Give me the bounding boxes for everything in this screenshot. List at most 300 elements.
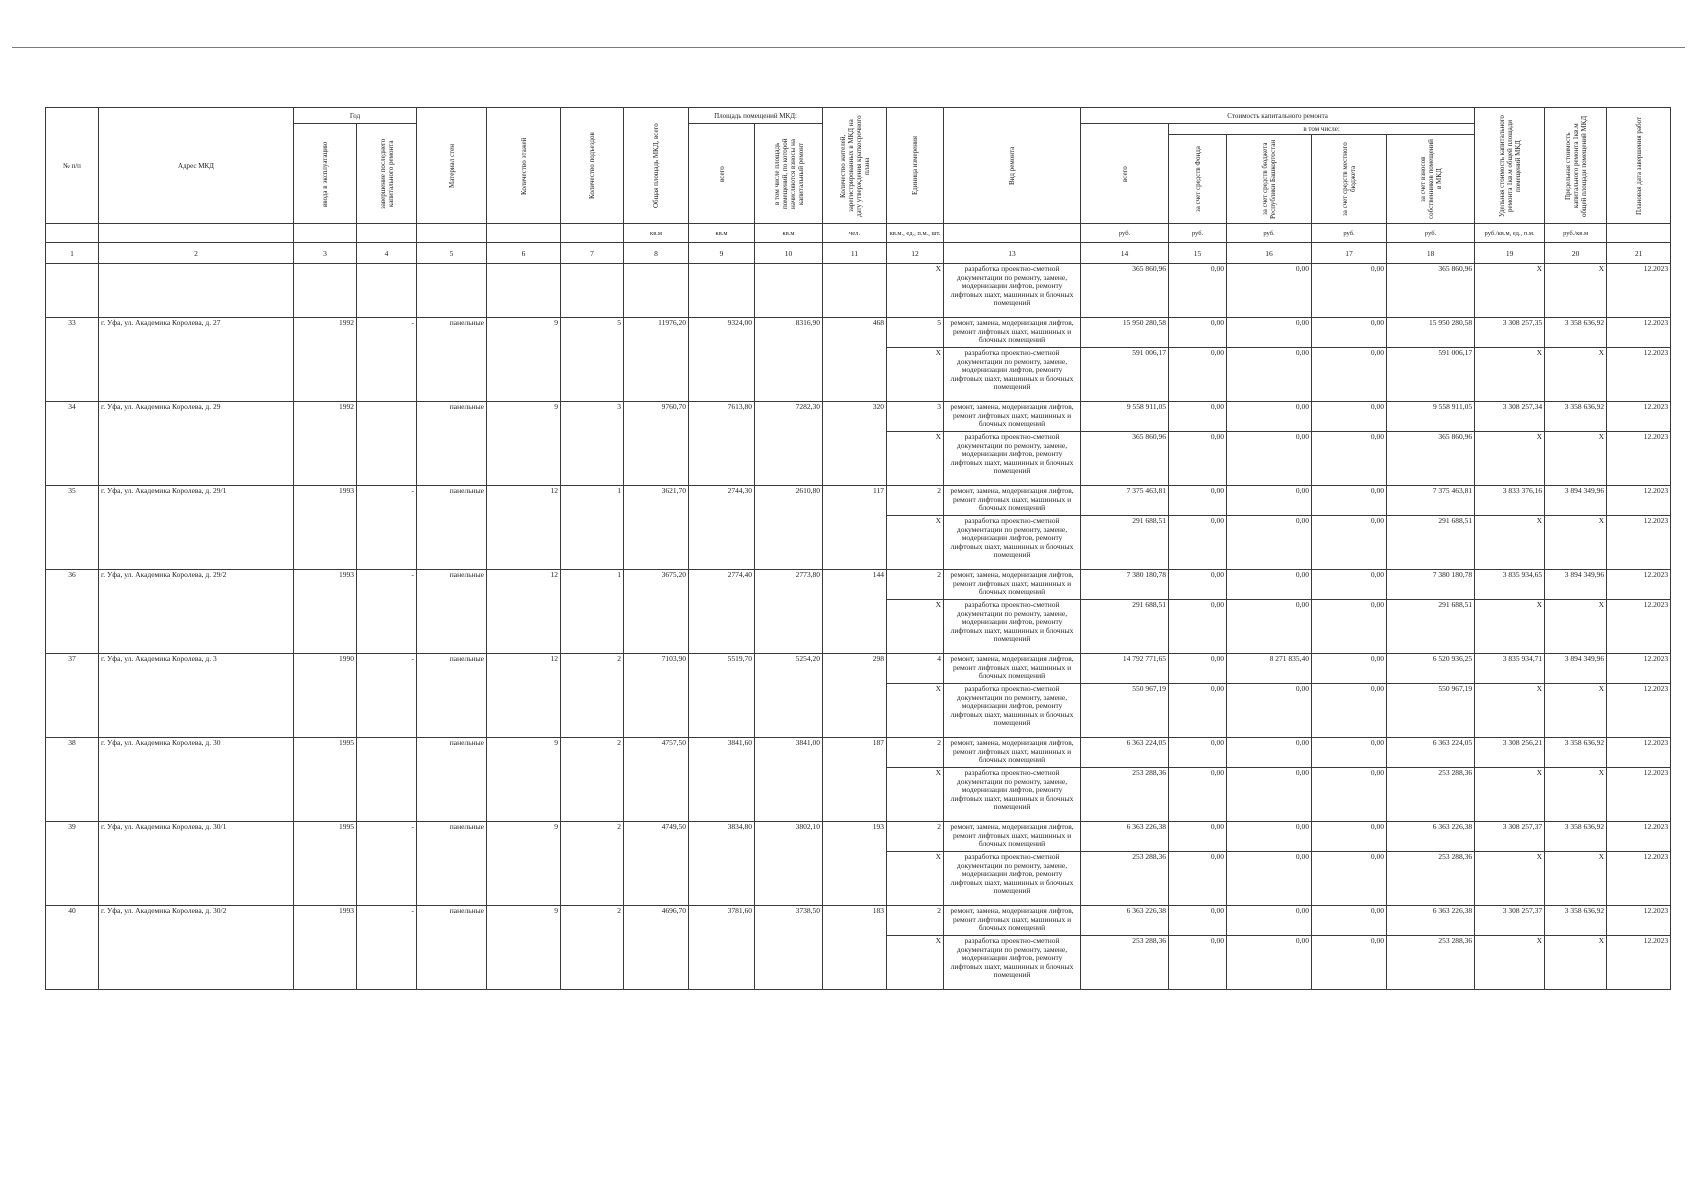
cost-local-cell: 0,00 xyxy=(1312,570,1387,600)
unit-label-cell xyxy=(561,224,624,243)
cost-owners-cell: 253 288,36 xyxy=(1387,768,1475,822)
cost-total-cell: 6 363 224,05 xyxy=(1081,738,1169,768)
unit-label-cell: кв.м xyxy=(689,224,755,243)
cost-fund-cell: 0,00 xyxy=(1169,486,1227,516)
cost-fund-cell: 0,00 xyxy=(1169,822,1227,852)
kind-cell: разработка проектно-сметной документации по ремонту, замене, модернизации лифтов, ремонту лифтовых шахт, машинных и блочных помещений xyxy=(944,348,1081,402)
finish-date-cell: 12.2023 xyxy=(1607,768,1671,822)
finish-date-cell: 12.2023 xyxy=(1607,852,1671,906)
unit-cost-cell: X xyxy=(1475,264,1545,318)
table-row xyxy=(46,654,1671,684)
cost-total-cell: 253 288,36 xyxy=(1081,852,1169,906)
header-last-repair xyxy=(357,124,417,224)
address-cell: г. Уфа, ул. Академика Королева, д. 29/1 xyxy=(99,486,294,570)
cost-owners-cell: 9 558 911,05 xyxy=(1387,402,1475,432)
cost-fund-cell: 0,00 xyxy=(1169,432,1227,486)
cost-fund-cell: 0,00 xyxy=(1169,936,1227,990)
limit-cost-cell: X xyxy=(1545,600,1607,654)
area-total-cell: 9760,70 xyxy=(624,402,689,486)
cost-total-cell: 9 558 911,05 xyxy=(1081,402,1169,432)
kind-cell: разработка проектно-сметной документации по ремонту, замене, модернизации лифтов, ремонту лифтовых шахт, машинных и блочных помещений xyxy=(944,264,1081,318)
unit-label-cell xyxy=(46,224,99,243)
built-cell: 1995 xyxy=(294,738,357,822)
entrances-cell: 2 xyxy=(561,738,624,822)
rooms-area-fee-cell: 8316,90 xyxy=(755,318,823,402)
area-total-cell: 3621,70 xyxy=(624,486,689,570)
cost-fund-cell: 0,00 xyxy=(1169,264,1227,318)
cost-republic-cell: 0,00 xyxy=(1227,936,1312,990)
number-cell xyxy=(46,264,99,318)
finish-date-cell: 12.2023 xyxy=(1607,906,1671,936)
cost-local-cell: 0,00 xyxy=(1312,684,1387,738)
cost-republic-cell: 0,00 xyxy=(1227,432,1312,486)
floors-cell: 12 xyxy=(487,570,561,654)
built-cell: 1995 xyxy=(294,822,357,906)
header-number: № п/п xyxy=(46,108,99,224)
last-repair-cell xyxy=(357,402,417,486)
floors-cell: 9 xyxy=(487,402,561,486)
limit-cost-cell: X xyxy=(1545,348,1607,402)
cost-local-cell: 0,00 xyxy=(1312,516,1387,570)
floors-cell: 9 xyxy=(487,318,561,402)
table-body xyxy=(46,264,1671,990)
header-rooms-area-all-label: всего xyxy=(717,165,726,182)
cost-owners-cell: 365 860,96 xyxy=(1387,432,1475,486)
column-number-cell: 20 xyxy=(1545,243,1607,264)
rooms-area-cell: 5519,70 xyxy=(689,654,755,738)
address-cell: г. Уфа, ул. Академика Королева, д. 3 xyxy=(99,654,294,738)
limit-cost-cell: X xyxy=(1545,684,1607,738)
rooms-area-fee-cell: 3841,00 xyxy=(755,738,823,822)
unit-cost-cell: X xyxy=(1475,768,1545,822)
kind-cell: ремонт, замена, модернизация лифтов, ремонт лифтовых шахт, машинных и блочных помещений xyxy=(944,822,1081,852)
cost-total-cell: 15 950 280,58 xyxy=(1081,318,1169,348)
unit-label-cell xyxy=(417,224,487,243)
last-repair-cell: - xyxy=(357,906,417,990)
last-repair-cell: - xyxy=(357,318,417,402)
unit-cell: 4 xyxy=(887,654,944,684)
kind-cell: ремонт, замена, модернизация лифтов, ремонт лифтовых шахт, машинных и блочных помещений xyxy=(944,486,1081,516)
cost-republic-cell: 0,00 xyxy=(1227,684,1312,738)
rooms-area-cell: 2774,40 xyxy=(689,570,755,654)
entrances-cell: 2 xyxy=(561,654,624,738)
kind-cell: ремонт, замена, модернизация лифтов, ремонт лифтовых шахт, машинных и блочных помещений xyxy=(944,738,1081,768)
cost-owners-cell: 253 288,36 xyxy=(1387,936,1475,990)
column-number-cell: 9 xyxy=(689,243,755,264)
limit-cost-cell: 3 894 349,96 xyxy=(1545,654,1607,684)
built-cell: 1992 xyxy=(294,318,357,402)
header-area-total-label: Общая площадь МКД, всего xyxy=(652,123,661,208)
repair-plan-table xyxy=(45,107,1671,990)
area-total-cell: 11976,20 xyxy=(624,318,689,402)
last-repair-cell: - xyxy=(357,654,417,738)
rooms-area-fee-cell: 2610,80 xyxy=(755,486,823,570)
header-area-total xyxy=(624,108,689,224)
limit-cost-cell: X xyxy=(1545,432,1607,486)
address-cell: г. Уфа, ул. Академика Королева, д. 29 xyxy=(99,402,294,486)
kind-cell: разработка проектно-сметной документации по ремонту, замене, модернизации лифтов, ремонту лифтовых шахт, машинных и блочных помещений xyxy=(944,936,1081,990)
residents-cell xyxy=(823,264,887,318)
finish-date-cell: 12.2023 xyxy=(1607,486,1671,516)
header-floors-label: Количество этажей xyxy=(519,136,528,195)
cost-fund-cell: 0,00 xyxy=(1169,768,1227,822)
unit-cell: X xyxy=(887,432,944,486)
unit-cost-cell: 3 308 256,21 xyxy=(1475,738,1545,768)
unit-cell: X xyxy=(887,936,944,990)
unit-label-cell: руб. xyxy=(1169,224,1227,243)
last-repair-cell xyxy=(357,264,417,318)
cost-owners-cell: 6 363 226,38 xyxy=(1387,906,1475,936)
limit-cost-cell: 3 358 636,92 xyxy=(1545,402,1607,432)
address-cell: г. Уфа, ул. Академика Королева, д. 30/2 xyxy=(99,906,294,990)
cost-local-cell: 0,00 xyxy=(1312,852,1387,906)
rooms-area-fee-cell: 2773,80 xyxy=(755,570,823,654)
finish-date-cell: 12.2023 xyxy=(1607,936,1671,990)
table-row xyxy=(46,822,1671,852)
header-unit xyxy=(887,108,944,224)
rooms-area-cell: 9324,00 xyxy=(689,318,755,402)
unit-cell: 2 xyxy=(887,570,944,600)
unit-label-cell xyxy=(99,224,294,243)
column-number-cell: 1 xyxy=(46,243,99,264)
unit-cell: X xyxy=(887,852,944,906)
limit-cost-cell: X xyxy=(1545,936,1607,990)
units-row xyxy=(46,224,1671,243)
area-total-cell: 4757,50 xyxy=(624,738,689,822)
cost-owners-cell: 7 375 463,81 xyxy=(1387,486,1475,516)
unit-label-cell: кв.м xyxy=(755,224,823,243)
cost-total-cell: 365 860,96 xyxy=(1081,432,1169,486)
unit-label-cell: чел. xyxy=(823,224,887,243)
kind-cell: ремонт, замена, модернизация лифтов, ремонт лифтовых шахт, машинных и блочных помещений xyxy=(944,654,1081,684)
walls-cell: панельные xyxy=(417,570,487,654)
residents-cell: 298 xyxy=(823,654,887,738)
column-number-cell: 21 xyxy=(1607,243,1671,264)
header-unit-cost xyxy=(1475,108,1545,224)
cost-owners-cell: 550 967,19 xyxy=(1387,684,1475,738)
unit-cell: X xyxy=(887,684,944,738)
kind-cell: разработка проектно-сметной документации по ремонту, замене, модернизации лифтов, ремонту лифтовых шахт, машинных и блочных помещений xyxy=(944,768,1081,822)
header-last-repair-label: завершение последнего капитального ремонта xyxy=(378,138,395,209)
column-number-cell: 19 xyxy=(1475,243,1545,264)
floors-cell: 12 xyxy=(487,486,561,570)
entrances-cell xyxy=(561,264,624,318)
column-number-cell: 10 xyxy=(755,243,823,264)
limit-cost-cell: 3 358 636,92 xyxy=(1545,318,1607,348)
cost-owners-cell: 6 520 936,25 xyxy=(1387,654,1475,684)
limit-cost-cell: 3 358 636,92 xyxy=(1545,738,1607,768)
kind-cell: разработка проектно-сметной документации по ремонту, замене, модернизации лифтов, ремонту лифтовых шахт, машинных и блочных помещений xyxy=(944,600,1081,654)
cost-total-cell: 291 688,51 xyxy=(1081,600,1169,654)
limit-cost-cell: 3 358 636,92 xyxy=(1545,906,1607,936)
walls-cell: панельные xyxy=(417,822,487,906)
header-walls xyxy=(417,108,487,224)
floors-cell: 9 xyxy=(487,906,561,990)
header-cost-incl: в том числе: xyxy=(1169,124,1475,135)
cost-fund-cell: 0,00 xyxy=(1169,402,1227,432)
cost-fund-cell: 0,00 xyxy=(1169,684,1227,738)
address-cell: г. Уфа, ул. Академика Королева, д. 27 xyxy=(99,318,294,402)
walls-cell: панельные xyxy=(417,402,487,486)
header-finish-date xyxy=(1607,108,1671,224)
header-year: Год xyxy=(294,108,417,124)
number-cell: 35 xyxy=(46,486,99,570)
number-cell: 40 xyxy=(46,906,99,990)
cost-owners-cell: 6 363 224,05 xyxy=(1387,738,1475,768)
unit-label-cell xyxy=(357,224,417,243)
built-cell: 1992 xyxy=(294,402,357,486)
cost-total-cell: 7 375 463,81 xyxy=(1081,486,1169,516)
number-cell: 39 xyxy=(46,822,99,906)
unit-cost-cell: X xyxy=(1475,516,1545,570)
unit-label-cell: руб. xyxy=(1227,224,1312,243)
cost-fund-cell: 0,00 xyxy=(1169,600,1227,654)
kind-cell: разработка проектно-сметной документации по ремонту, замене, модернизации лифтов, ремонту лифтовых шахт, машинных и блочных помещений xyxy=(944,852,1081,906)
address-cell: г. Уфа, ул. Академика Королева, д. 30 xyxy=(99,738,294,822)
header-rooms-area-fee-label: в том числе площадь помещений, по которой начисляются взносы на капитальный ремонт xyxy=(772,138,805,209)
cost-republic-cell: 0,00 xyxy=(1227,516,1312,570)
unit-cell: X xyxy=(887,348,944,402)
unit-label-cell: руб. xyxy=(1312,224,1387,243)
finish-date-cell: 12.2023 xyxy=(1607,516,1671,570)
column-number-cell: 7 xyxy=(561,243,624,264)
header-cost-owners-label: за счет взносов собственников помещений в МКД xyxy=(1418,139,1443,219)
entrances-cell: 2 xyxy=(561,822,624,906)
header-cost-local xyxy=(1312,135,1387,224)
finish-date-cell: 12.2023 xyxy=(1607,600,1671,654)
cost-fund-cell: 0,00 xyxy=(1169,654,1227,684)
column-number-cell: 2 xyxy=(99,243,294,264)
cost-total-cell: 591 006,17 xyxy=(1081,348,1169,402)
residents-cell: 144 xyxy=(823,570,887,654)
header-cost-total xyxy=(1081,124,1169,224)
entrances-cell: 5 xyxy=(561,318,624,402)
rooms-area-fee-cell: 3738,50 xyxy=(755,906,823,990)
table-header xyxy=(46,108,1671,264)
header-kind xyxy=(944,108,1081,224)
cost-owners-cell: 591 006,17 xyxy=(1387,348,1475,402)
header-limit-cost-label: Предельная стоимость капитального ремонта 1кв.м общей площади помещений МКД xyxy=(1563,114,1588,217)
last-repair-cell: - xyxy=(357,822,417,906)
unit-cost-cell: 3 833 376,16 xyxy=(1475,486,1545,516)
cost-local-cell: 0,00 xyxy=(1312,432,1387,486)
cost-fund-cell: 0,00 xyxy=(1169,906,1227,936)
finish-date-cell: 12.2023 xyxy=(1607,822,1671,852)
column-number-cell: 13 xyxy=(944,243,1081,264)
floors-cell: 12 xyxy=(487,654,561,738)
cost-republic-cell: 0,00 xyxy=(1227,264,1312,318)
table-row xyxy=(46,318,1671,348)
residents-cell: 117 xyxy=(823,486,887,570)
header-kind-label: Вид ремонта xyxy=(1008,146,1017,185)
limit-cost-cell: 3 894 349,96 xyxy=(1545,570,1607,600)
cost-fund-cell: 0,00 xyxy=(1169,570,1227,600)
entrances-cell: 1 xyxy=(561,486,624,570)
finish-date-cell: 12.2023 xyxy=(1607,432,1671,486)
unit-label-cell: руб./кв.м xyxy=(1545,224,1607,243)
cost-republic-cell: 0,00 xyxy=(1227,768,1312,822)
cost-local-cell: 0,00 xyxy=(1312,264,1387,318)
number-cell: 38 xyxy=(46,738,99,822)
unit-label-cell: кв.м., ед., п.м., шт. xyxy=(887,224,944,243)
area-total-cell: 4696,70 xyxy=(624,906,689,990)
column-number-cell: 14 xyxy=(1081,243,1169,264)
unit-cost-cell: 3 835 934,71 xyxy=(1475,654,1545,684)
unit-label-cell: руб./кв.м, ед., п.м. xyxy=(1475,224,1545,243)
cost-local-cell: 0,00 xyxy=(1312,318,1387,348)
column-numbers-row xyxy=(46,243,1671,264)
cost-owners-cell: 253 288,36 xyxy=(1387,852,1475,906)
cost-republic-cell: 0,00 xyxy=(1227,822,1312,852)
kind-cell: ремонт, замена, модернизация лифтов, ремонт лифтовых шахт, машинных и блочных помещений xyxy=(944,570,1081,600)
unit-cost-cell: X xyxy=(1475,852,1545,906)
cost-local-cell: 0,00 xyxy=(1312,600,1387,654)
cost-republic-cell: 0,00 xyxy=(1227,570,1312,600)
unit-label-cell xyxy=(944,224,1081,243)
column-number-cell: 8 xyxy=(624,243,689,264)
header-residents xyxy=(823,108,887,224)
unit-cell: X xyxy=(887,768,944,822)
built-cell: 1993 xyxy=(294,906,357,990)
unit-label-cell: руб. xyxy=(1081,224,1169,243)
cost-republic-cell: 0,00 xyxy=(1227,318,1312,348)
cost-local-cell: 0,00 xyxy=(1312,348,1387,402)
unit-cost-cell: X xyxy=(1475,684,1545,738)
cost-local-cell: 0,00 xyxy=(1312,936,1387,990)
walls-cell: панельные xyxy=(417,654,487,738)
walls-cell: панельные xyxy=(417,738,487,822)
cost-local-cell: 0,00 xyxy=(1312,486,1387,516)
column-number-cell: 12 xyxy=(887,243,944,264)
header-cost-local-label: за счет средств местного бюджета xyxy=(1341,142,1358,216)
area-total-cell: 7103,90 xyxy=(624,654,689,738)
unit-cost-cell: X xyxy=(1475,600,1545,654)
entrances-cell: 3 xyxy=(561,402,624,486)
unit-cell: 2 xyxy=(887,738,944,768)
cost-total-cell: 550 967,19 xyxy=(1081,684,1169,738)
header-cost-fund-label: за счет средств Фонда xyxy=(1193,146,1202,212)
cost-republic-cell: 0,00 xyxy=(1227,738,1312,768)
header-cost-fund xyxy=(1169,135,1227,224)
finish-date-cell: 12.2023 xyxy=(1607,684,1671,738)
cost-republic-cell: 0,00 xyxy=(1227,348,1312,402)
header-rooms-area-fee xyxy=(755,124,823,224)
kind-cell: разработка проектно-сметной документации по ремонту, замене, модернизации лифтов, ремонту лифтовых шахт, машинных и блочных помещений xyxy=(944,432,1081,486)
unit-cell: 5 xyxy=(887,318,944,348)
cost-total-cell: 291 688,51 xyxy=(1081,516,1169,570)
cost-owners-cell: 15 950 280,58 xyxy=(1387,318,1475,348)
column-number-cell: 3 xyxy=(294,243,357,264)
unit-label-cell: кв.м xyxy=(624,224,689,243)
limit-cost-cell: 3 358 636,92 xyxy=(1545,822,1607,852)
built-cell: 1993 xyxy=(294,570,357,654)
header-built xyxy=(294,124,357,224)
header-entrances-label: Количество подъездов xyxy=(588,132,597,199)
cost-total-cell: 7 380 180,78 xyxy=(1081,570,1169,600)
rooms-area-cell: 3841,60 xyxy=(689,738,755,822)
column-number-cell: 4 xyxy=(357,243,417,264)
cost-republic-cell: 0,00 xyxy=(1227,402,1312,432)
last-repair-cell: - xyxy=(357,486,417,570)
finish-date-cell: 12.2023 xyxy=(1607,570,1671,600)
cost-total-cell: 253 288,36 xyxy=(1081,936,1169,990)
finish-date-cell: 12.2023 xyxy=(1607,264,1671,318)
cost-total-cell: 365 860,96 xyxy=(1081,264,1169,318)
cost-owners-cell: 6 363 226,38 xyxy=(1387,822,1475,852)
floors-cell: 9 xyxy=(487,738,561,822)
header-rooms-area-all xyxy=(689,124,755,224)
rooms-area-fee-cell: 3802,10 xyxy=(755,822,823,906)
cost-local-cell: 0,00 xyxy=(1312,906,1387,936)
number-cell: 34 xyxy=(46,402,99,486)
entrances-cell: 1 xyxy=(561,570,624,654)
header-floors xyxy=(487,108,561,224)
floors-cell: 9 xyxy=(487,822,561,906)
unit-cost-cell: X xyxy=(1475,432,1545,486)
header-unit-label: Единица измерения xyxy=(911,136,920,195)
cost-republic-cell: 0,00 xyxy=(1227,852,1312,906)
cost-republic-cell: 0,00 xyxy=(1227,600,1312,654)
address-cell: г. Уфа, ул. Академика Королева, д. 29/2 xyxy=(99,570,294,654)
area-total-cell: 3675,20 xyxy=(624,570,689,654)
cost-total-cell: 14 792 771,65 xyxy=(1081,654,1169,684)
cost-local-cell: 0,00 xyxy=(1312,822,1387,852)
unit-label-cell xyxy=(294,224,357,243)
unit-label-cell xyxy=(1607,224,1671,243)
rooms-area-cell: 3834,80 xyxy=(689,822,755,906)
unit-cost-cell: 3 308 257,37 xyxy=(1475,822,1545,852)
finish-date-cell: 12.2023 xyxy=(1607,348,1671,402)
cost-fund-cell: 0,00 xyxy=(1169,852,1227,906)
cost-total-cell: 6 363 226,38 xyxy=(1081,822,1169,852)
unit-cell: X xyxy=(887,264,944,318)
rooms-area-cell xyxy=(689,264,755,318)
walls-cell: панельные xyxy=(417,318,487,402)
limit-cost-cell: X xyxy=(1545,852,1607,906)
header-cost-total-label: всего xyxy=(1120,165,1129,182)
table-row xyxy=(46,906,1671,936)
unit-cell: 2 xyxy=(887,822,944,852)
cost-local-cell: 0,00 xyxy=(1312,738,1387,768)
header-residents-label: Количество жителей, зарегистрированных в МКД на дату утверждения краткосрочного плана xyxy=(838,114,871,217)
cost-local-cell: 0,00 xyxy=(1312,768,1387,822)
residents-cell: 193 xyxy=(823,822,887,906)
finish-date-cell: 12.2023 xyxy=(1607,318,1671,348)
limit-cost-cell: X xyxy=(1545,264,1607,318)
limit-cost-cell: X xyxy=(1545,768,1607,822)
cost-local-cell: 0,00 xyxy=(1312,654,1387,684)
rooms-area-fee-cell xyxy=(755,264,823,318)
built-cell xyxy=(294,264,357,318)
cost-fund-cell: 0,00 xyxy=(1169,738,1227,768)
number-cell: 33 xyxy=(46,318,99,402)
header-address: Адрес МКД xyxy=(99,108,294,224)
unit-cost-cell: X xyxy=(1475,348,1545,402)
cost-republic-cell: 0,00 xyxy=(1227,906,1312,936)
column-number-cell: 18 xyxy=(1387,243,1475,264)
cost-local-cell: 0,00 xyxy=(1312,402,1387,432)
walls-cell xyxy=(417,264,487,318)
kind-cell: разработка проектно-сметной документации по ремонту, замене, модернизации лифтов, ремонту лифтовых шахт, машинных и блочных помещений xyxy=(944,516,1081,570)
kind-cell: ремонт, замена, модернизация лифтов, ремонт лифтовых шахт, машинных и блочных помещений xyxy=(944,402,1081,432)
header-row xyxy=(46,108,1671,124)
column-number-cell: 17 xyxy=(1312,243,1387,264)
unit-cost-cell: X xyxy=(1475,936,1545,990)
header-cost: Стоимость капитального ремонта xyxy=(1081,108,1475,124)
area-total-cell xyxy=(624,264,689,318)
header-cost-republic xyxy=(1227,135,1312,224)
column-number-cell: 16 xyxy=(1227,243,1312,264)
